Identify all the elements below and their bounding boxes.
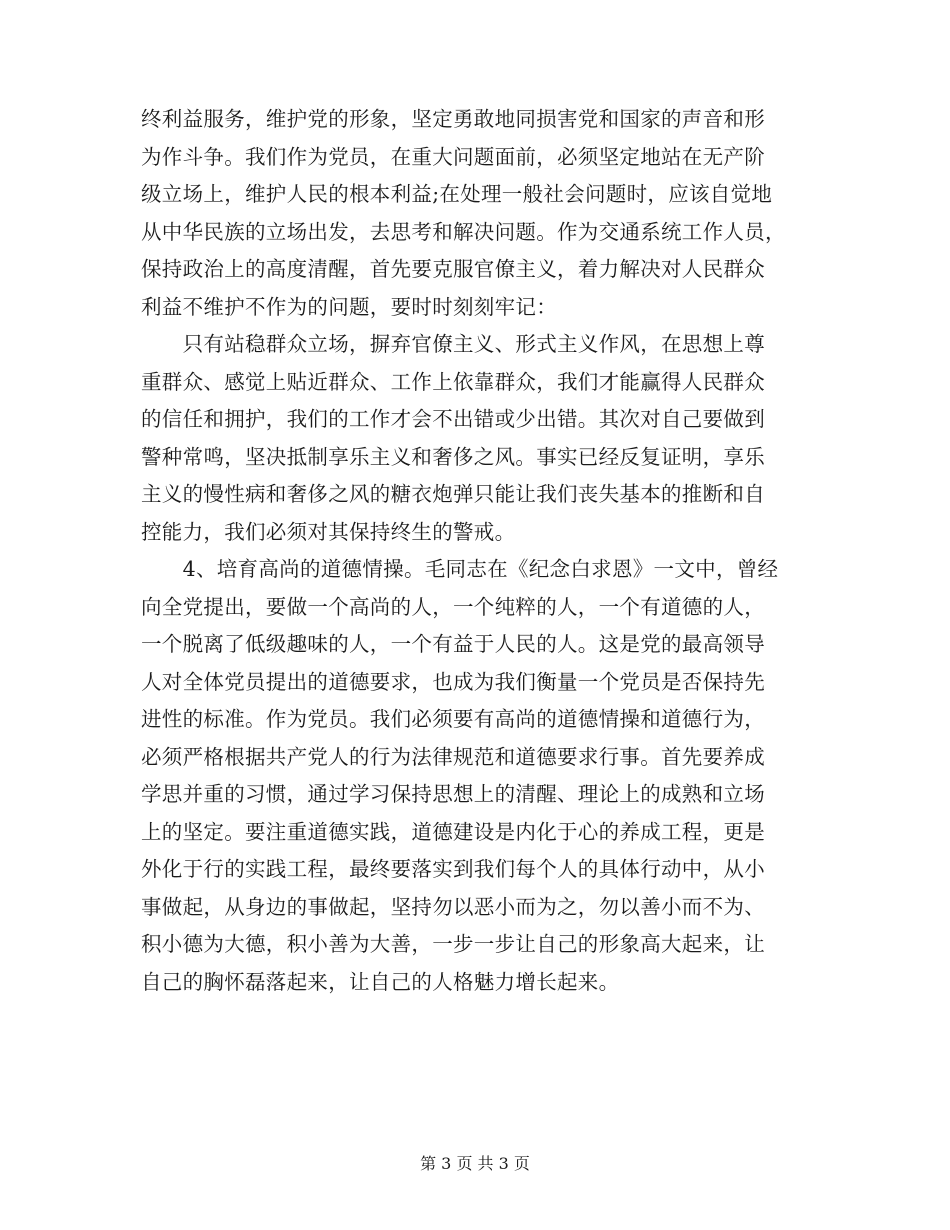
text-line: 必须严格根据共产党人的行为法律规范和道德要求行事。首先要养成 [141, 744, 765, 769]
text-line: 学思并重的习惯，通过学习保持思想上的清醒、理论上的成熟和立场 [141, 782, 765, 806]
text-line: 4、培育高尚的道德情操。毛同志在《纪念白求恩》一文中，曾经 [141, 557, 779, 581]
text-line: 利益不维护不作为的问题，要时时刻刻牢记： [141, 294, 557, 319]
text-line: 保持政治上的高度清醒，首先要克服官僚主义，着力解决对人民群众 [141, 257, 765, 281]
text-line: 自己的胸怀磊落起来，让自己的人格魅力增长起来。 [141, 969, 620, 994]
text-line: 控能力，我们必须对其保持终生的警戒。 [141, 519, 516, 544]
page-number-footer: 第 3 页 共 3 页 [420, 1154, 530, 1173]
text-line: 的信任和拥护，我们的工作才会不出错或少出错。其次对自己要做到 [141, 407, 765, 431]
text-line: 终利益服务，维护党的形象，坚定勇敢地同损害党和国家的声音和形 [141, 107, 765, 131]
text-line: 积小德为大德，积小善为大善，一步一步让自己的形象高大起来，让 [141, 932, 765, 956]
text-line: 为作斗争。我们作为党员，在重大问题面前，必须坚定地站在无产阶 [141, 144, 765, 169]
text-line: 主义的慢性病和奢侈之风的糖衣炮弹只能让我们丧失基本的推断和自 [141, 482, 765, 506]
text-line: 事做起，从身边的事做起，坚持勿以恶小而为之，勿以善小而不为、 [141, 894, 765, 919]
text-line: 从中华民族的立场出发，去思考和解决问题。作为交通系统工作人员， [141, 219, 786, 244]
text-line: 只有站稳群众立场，摒弃官僚主义、形式主义作风，在思想上尊 [141, 332, 765, 356]
text-line: 级立场上，维护人民的根本利益;在处理一般社会问题时，应该自觉地 [141, 182, 773, 206]
text-line: 一个脱离了低级趣味的人，一个有益于人民的人。这是党的最高领导 [141, 632, 765, 656]
text-line: 进性的标准。作为党员。我们必须要有高尚的道德情操和道德行为， [141, 707, 765, 731]
text-line: 向全党提出，要做一个高尚的人，一个纯粹的人，一个有道德的人， [141, 594, 765, 619]
text-line: 上的坚定。要注重道德实践，道德建设是内化于心的养成工程，更是 [141, 819, 765, 844]
body-text [141, 101, 811, 1001]
text-line: 重群众、感觉上贴近群众、工作上依靠群众，我们才能赢得人民群众 [141, 369, 765, 394]
text-line: 人对全体党员提出的道德要求，也成为我们衡量一个党员是否保持先 [141, 669, 765, 694]
text-line: 外化于行的实践工程，最终要落实到我们每个人的具体行动中，从小 [141, 857, 765, 881]
text-line: 警种常鸣，坚决抵制享乐主义和奢侈之风。事实已经反复证明，享乐 [141, 444, 765, 469]
